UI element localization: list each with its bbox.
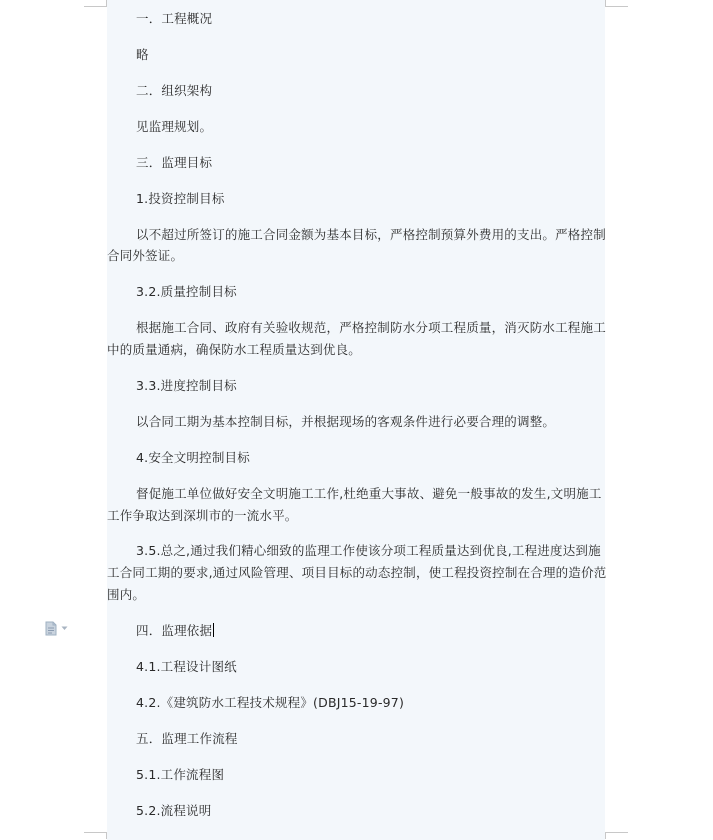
page-corner-mark [605, 832, 628, 839]
body-text: 3.5.总之,通过我们精心细致的监理工作使该分项工程质量达到优良,工程进度达到施 [136, 543, 601, 558]
body-text: 工作争取达到深圳市的一流水平。 [107, 508, 298, 523]
heading-supervision-goals: 三．监理目标 [136, 155, 213, 170]
subheading-design-drawings: 4.1.工程设计图纸 [136, 659, 237, 674]
subheading-flowchart: 5.1.工作流程图 [136, 767, 225, 782]
page-corner-mark [605, 0, 628, 7]
subheading-quality-control: 3.2.质量控制目标 [136, 284, 237, 299]
body-text: 根据施工合同、政府有关验收规范，严格控制防水分项工程质量，消灭防水工程施工 [136, 320, 606, 335]
subheading-investment-control: 1.投资控制目标 [136, 191, 225, 206]
subheading-schedule-control: 3.3.进度控制目标 [136, 378, 237, 393]
heading-project-overview: 一．工程概况 [136, 11, 213, 26]
document-paragraph-icon [45, 621, 57, 636]
body-text: 督促施工单位做好安全文明施工工作,杜绝重大事故、避免一般事故的发生,文明施工 [136, 486, 602, 501]
heading-supervision-basis[interactable] [107, 620, 636, 642]
page-corner-mark [84, 0, 107, 7]
body-text: 合同外签证。 [107, 248, 184, 263]
subheading-flow-description: 5.2.流程说明 [136, 803, 212, 818]
subheading-safety-control: 4.安全文明控制目标 [136, 450, 250, 465]
heading-text: 四．监理依据 [136, 623, 213, 638]
subheading-waterproof-spec: 4.2.《建筑防水工程技术规程》(DBJ15-19-97) [136, 695, 405, 710]
body-text: 略 [136, 47, 149, 62]
text-cursor [213, 623, 214, 637]
body-text: 围内。 [107, 587, 146, 602]
heading-organization: 二．组织架构 [136, 83, 213, 98]
heading-workflow: 五．监理工作流程 [136, 731, 238, 746]
page-corner-mark [84, 832, 107, 839]
chevron-down-icon [61, 626, 68, 631]
body-text: 工合同工期的要求,通过风险管理、项目目标的动态控制，使工程投资控制在合理的造价范 [107, 565, 607, 580]
body-text: 中的质量通病，确保防水工程质量达到优良。 [107, 342, 362, 357]
body-text: 见监理规划。 [136, 119, 213, 134]
body-text: 以不超过所签订的施工合同金额为基本目标，严格控制预算外费用的支出。严格控制 [136, 227, 606, 242]
paragraph-menu-button[interactable] [45, 620, 75, 636]
body-text: 以合同工期为基本控制目标，并根据现场的客观条件进行必要合理的调整。 [136, 414, 556, 429]
